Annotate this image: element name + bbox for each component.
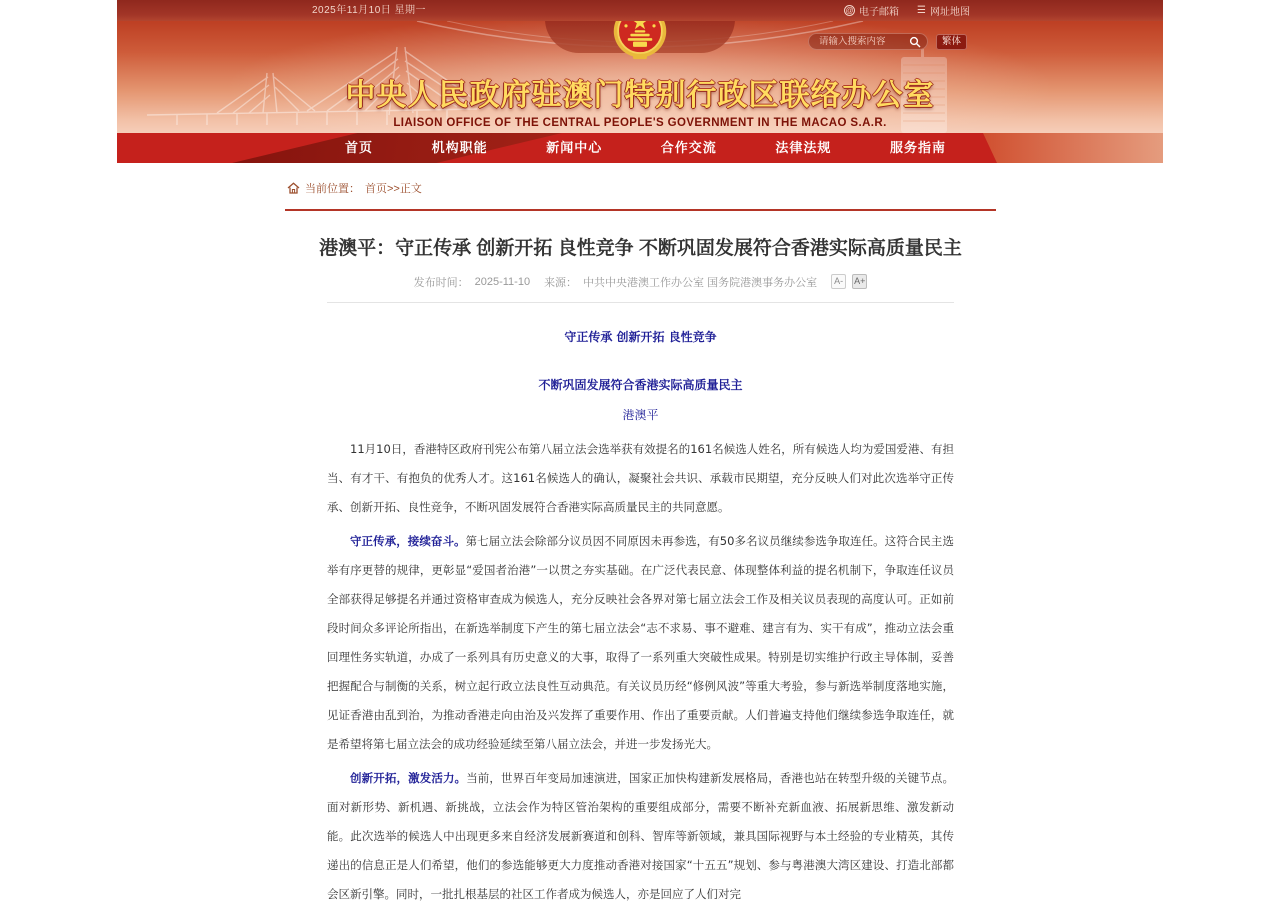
nav-item-home[interactable]: 首页 — [345, 140, 374, 155]
sitemap-link-label: 网址地图 — [930, 7, 970, 18]
font-increase-button[interactable]: A+ — [852, 274, 867, 289]
home-icon — [287, 182, 300, 194]
article-subtitle-line1: 守正传承 创新开拓 良性竞争 — [564, 329, 717, 344]
article-byline: 港澳平 — [622, 407, 659, 422]
top-utility-bar — [117, 0, 1163, 21]
source-value: 中共中央港澳工作办公室 国务院港澳事务办公室 — [583, 276, 818, 289]
site-banner — [117, 21, 1163, 133]
breadcrumb-path[interactable]: 首页>>正文 — [365, 183, 422, 195]
font-decrease-button[interactable]: A- — [831, 274, 846, 289]
nav-item-cooperation[interactable]: 合作交流 — [660, 140, 717, 155]
article-meta — [285, 274, 996, 290]
org-name-chinese: 中央人民政府驻澳门特别行政区联络办公室 — [345, 78, 935, 113]
org-names — [117, 70, 1163, 129]
nav-item-news[interactable]: 新闻中心 — [546, 140, 603, 155]
meta-divider — [327, 302, 954, 303]
article-container — [285, 235, 996, 909]
article-title: 港澳平：守正传承 创新开拓 良性竞争 不断巩固发展符合香港实际高质量民主 — [319, 238, 962, 259]
national-emblem — [612, 21, 668, 61]
article-body — [327, 322, 954, 909]
source-label: 来源： — [544, 276, 578, 289]
paragraph-3-text: 当前，世界百年变局加速演进，国家正加快构建新发展格局，香港也站在转型升级的关键节点。面对新形势、新机遇、新挑战，立法会作为特区管治架构的重要组成部分，需要不断补充新血液、拓展新思维、激发新动能。此次选举的候选人中出现更多来自经济发展新赛道和创科、智库等新领域，兼具国际视野与本土经验的专业精英，其传递出的信息正是人们希望，他们的参选能够更大力度推动香港对接国家“十五五”规划、参与粤港澳大湾区建设、打造北部都会区新引擎。同时，一批扎根基层的社区工作者成为候选人，亦是回应了人们对完 — [327, 770, 955, 901]
paragraph-1 — [327, 435, 954, 522]
paragraph-2-text: 第七届立法会除部分议员因不同原因未再参选，有50多名议员继续参选争取连任。这符合民主选举有序更替的规律，更彰显“爱国者治港”一以贯之夯实基础。在广泛代表民意、体现整体利益的提名机制下，争取连任议员全部获得足够提名并通过资格审查成为候选人，充分反映社会各界对第七届立法会工作及相关议员表现的高度认可。正如前段时间众多评论所指出，在新选举制度下产生的第七届立法会“志不求易、事不避难、建言有为、实干有成”，推动立法会重回理性务实轨道，办成了一系列具有历史意义的大事，取得了一系列重大突破性成果。特别是切实维护行政主导体制，妥善把握配合与制衡的关系，树立起行政立法良性互动典范。有关议员历经“修例风波”等重大考验，参与新选举制度落地实施，见证香港由乱到治，为推动香港走向由治及兴发挥了重要作用、作出了重要贡献。人们普遍支持他们继续参选争取连任，就是希望将第七届立法会的成功经验延续至第八届立法会，并进一步发扬光大。 — [327, 533, 954, 751]
paragraph-1-text: 11月10日，香港特区政府刊宪公布第八届立法会选举获有效提名的161名候选人姓名，所有候选人均为爱国爱港、有担当、有才干、有抱负的优秀人才。这161名候选人的确认，凝聚社会共识、承载市民期望，充分反映人们对此次选举守正传承、创新开拓、良性竞争，不断巩固发展符合香港实际高质量民主的共同意愿。 — [327, 441, 954, 514]
search-input[interactable] — [819, 36, 909, 47]
breadcrumb-label: 当前位置： — [305, 183, 360, 195]
sitemap-link[interactable] — [917, 3, 970, 18]
nav-right-gradient-decoration — [983, 133, 1163, 163]
search-icon — [909, 36, 921, 48]
email-link[interactable] — [844, 3, 899, 18]
paragraph-2-lead: 守正传承，接续奋斗。 — [350, 533, 466, 548]
paragraph-3-lead: 创新开拓，激发活力。 — [350, 770, 467, 785]
email-icon: @ — [845, 6, 854, 15]
site-page — [117, 0, 1163, 909]
article-subtitle-line2: 不断巩固发展符合香港实际高质量民主 — [538, 377, 743, 392]
topbar-links — [844, 0, 970, 21]
email-link-label: 电子邮箱 — [859, 7, 900, 18]
nav-item-services[interactable]: 服务指南 — [889, 140, 946, 155]
search-box — [808, 33, 928, 50]
traditional-chinese-toggle[interactable]: 繁体 — [936, 34, 967, 50]
current-date: 2025年11月10日 星期一 — [312, 5, 427, 16]
search-area — [808, 33, 967, 50]
paragraph-3 — [327, 764, 954, 909]
nav-item-functions[interactable]: 机构职能 — [431, 140, 488, 155]
breadcrumb-divider — [285, 209, 996, 211]
publish-date: 2025-11-10 — [474, 275, 531, 288]
search-button[interactable] — [909, 36, 921, 48]
paragraph-2 — [327, 527, 954, 759]
publish-time-label: 发布时间： — [413, 276, 469, 289]
breadcrumb — [287, 180, 1163, 196]
org-name-english: LIAISON OFFICE OF THE CENTRAL PEOPLE'S GOVERNMENT IN THE MACAO S.A.R. — [393, 117, 887, 129]
sitemap-icon: ☰ — [917, 5, 926, 16]
nav-items — [345, 133, 946, 163]
nav-item-laws[interactable]: 法律法规 — [775, 140, 832, 155]
main-navigation — [117, 133, 1163, 163]
